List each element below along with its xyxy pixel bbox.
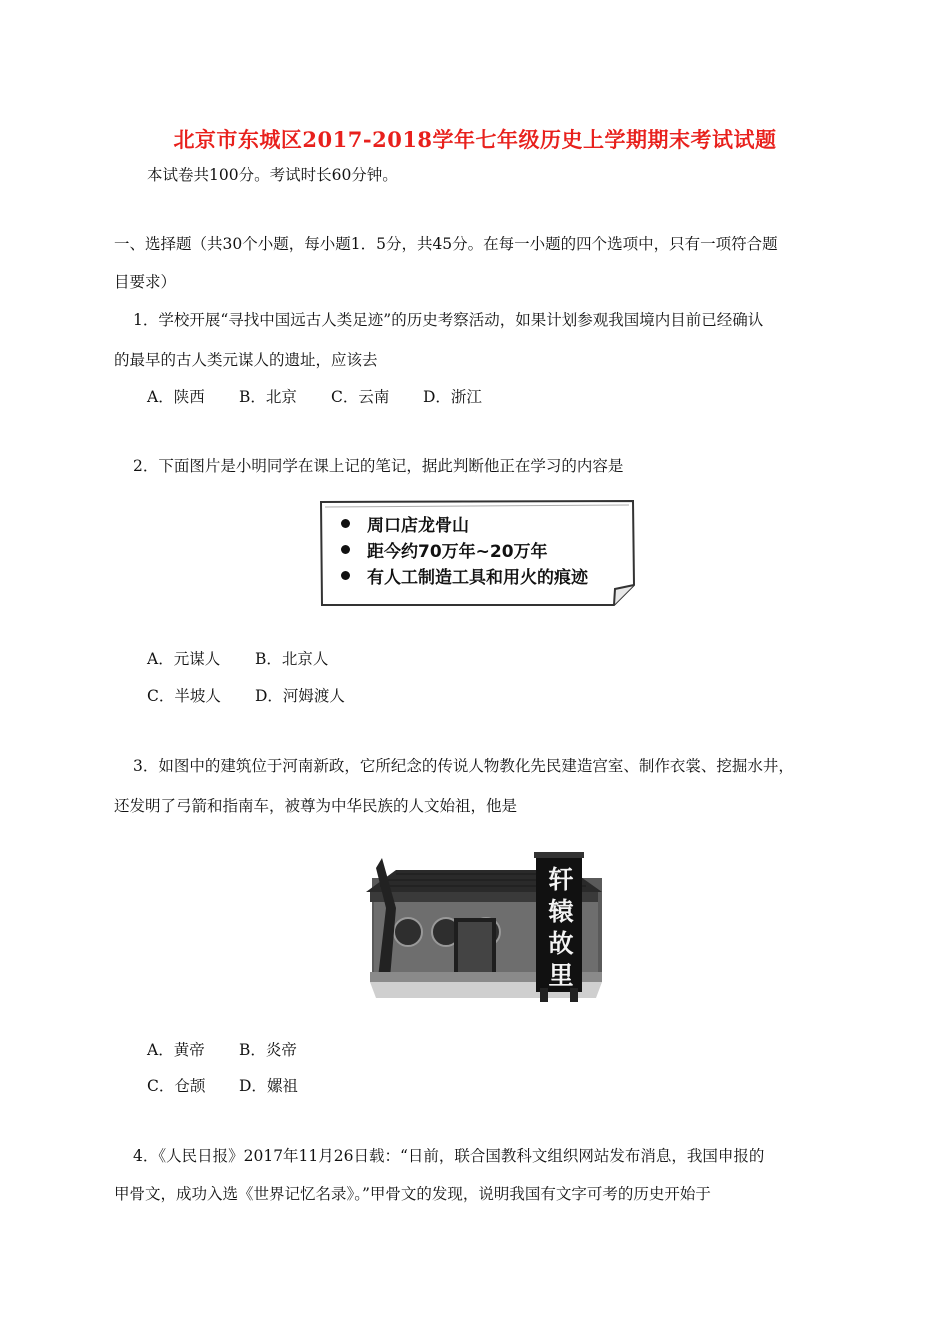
q3-option-a[interactable]: A．黄帝 <box>147 1041 205 1059</box>
q2-options-row2 <box>147 686 345 706</box>
sign-char-1: 轩 <box>548 865 574 894</box>
sign-char-3: 故 <box>548 929 574 958</box>
section-heading-line2: 目要求） <box>114 273 177 291</box>
note-line-2: 距今约70万年~20万年 <box>367 542 548 562</box>
q3-stem-line2: 还发明了弓箭和指南车，被尊为中华民族的人文始祖，他是 <box>114 797 518 815</box>
q2-options-row1 <box>147 649 328 669</box>
q1-stem-line1: 1．学校开展“寻找中国远古人类足迹”的历史考察活动，如果计划参观我国境内目前已经确认 <box>133 311 764 329</box>
sign-char-4: 里 <box>548 961 574 990</box>
q2-stem: 2．下面图片是小明同学在课上记的笔记，据此判断他正在学习的内容是 <box>133 457 624 475</box>
q3-option-b[interactable]: B．炎帝 <box>239 1041 297 1059</box>
exam-intro: 本试卷共100分。考试时长60分钟。 <box>147 166 398 184</box>
note-image <box>319 499 637 607</box>
q1-options <box>147 387 482 407</box>
note-bullet-1 <box>341 519 350 528</box>
q3-options-row2 <box>147 1076 298 1096</box>
note-line-1: 周口店龙骨山 <box>367 516 469 536</box>
note-line-3: 有人工制造工具和用火的痕迹 <box>367 568 588 588</box>
q4-stem-line2: 甲骨文，成功入选《世界记忆名录》。”甲骨文的发现，说明我国有文字可考的历史开始于 <box>114 1185 711 1203</box>
q2-option-d[interactable]: D．河姆渡人 <box>255 687 345 705</box>
xuanyuan-photo <box>356 848 606 1008</box>
sign-char-2: 辕 <box>548 897 574 926</box>
q1-stem-line2: 的最早的古人类元谋人的遗址，应该去 <box>114 351 378 369</box>
q2-option-c[interactable]: C．半坡人 <box>147 687 221 705</box>
q3-option-c[interactable]: C．仓颉 <box>147 1077 206 1095</box>
note-bullet-3 <box>341 571 350 580</box>
q1-option-c[interactable]: C．云南 <box>331 388 390 406</box>
q1-option-a[interactable]: A．陕西 <box>147 388 205 406</box>
q2-option-a[interactable]: A．元谋人 <box>147 650 221 668</box>
q4-stem-line1: 4．《人民日报》2017年11月26日载：“日前，联合国教科文组织网站发布消息，我国申报的 <box>133 1147 765 1165</box>
q3-stem-line1: 3．如图中的建筑位于河南新政，它所纪念的传说人物教化先民建造宫室、制作衣裳、挖掘水井， <box>133 757 794 775</box>
note-bullet-2 <box>341 545 350 554</box>
q3-option-d[interactable]: D．嫘祖 <box>239 1077 298 1095</box>
section-heading-line1: 一、选择题（共30个小题，每小题1．5分，共45分。在每一小题的四个选项中，只有一项符合题 <box>114 235 778 253</box>
q1-option-d[interactable]: D．浙江 <box>423 388 482 406</box>
q2-option-b[interactable]: B．北京人 <box>255 650 329 668</box>
q1-option-b[interactable]: B．北京 <box>239 388 297 406</box>
page-title: 北京市东城区2017-2018学年七年级历史上学期期末考试试题 <box>173 127 777 152</box>
q3-options-row1 <box>147 1040 297 1060</box>
